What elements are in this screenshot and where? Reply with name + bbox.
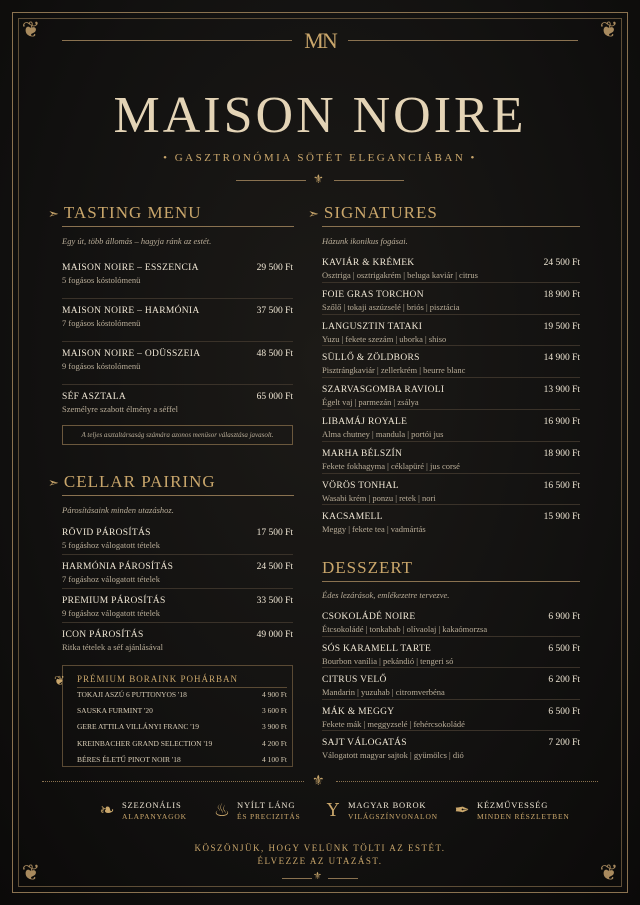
header-divider <box>62 40 292 41</box>
item-name: HARMÓNIA PÁROSÍTÁS <box>62 562 174 572</box>
item-name: LANGUSZTIN TATAKI <box>322 321 423 332</box>
tasting-item <box>62 306 293 336</box>
leaf-icon: ❧ <box>99 800 115 821</box>
dessert-item <box>322 612 580 642</box>
item-name: ICON PÁROSÍTÁS <box>62 630 144 640</box>
item-description: Alma chutney | mandula | portói jus <box>322 429 444 439</box>
fleur-ornament-icon: ⚜ <box>313 871 322 882</box>
arrow-icon: ➣ <box>48 206 60 221</box>
item-name: SÓS KARAMELL TARTE <box>322 643 432 654</box>
item-price: 49 000 Ft <box>256 630 293 640</box>
item-price: 14 900 Ft <box>543 353 580 364</box>
item-name: KACSAMELL <box>322 512 383 523</box>
wine-name: TOKAJI ASZÚ 6 PUTTONYOS '18 <box>77 690 187 699</box>
feature-title: SZEZONÁLIS <box>122 800 182 810</box>
item-price: 29 500 Ft <box>256 263 293 273</box>
item-description: Osztriga | osztrigakrém | beluga kaviár | citrus <box>322 270 478 280</box>
item-separator <box>62 384 293 385</box>
item-separator <box>62 554 293 555</box>
item-description: Fekete fokhagyma | céklapüré | jus corsé <box>322 460 460 471</box>
signature-item <box>322 481 580 511</box>
item-description: Étcsokoládé | tonkabab | olívaolaj | kakaómorzsa <box>322 624 488 634</box>
grape-icon: ❦ <box>54 674 65 689</box>
item-name: MAISON NOIRE – ESSZENCIA <box>62 263 199 273</box>
footer-divider <box>336 781 598 782</box>
item-description: Yuzu | fekete szezám | uborka | shiso <box>322 333 447 344</box>
wine-row <box>77 755 287 767</box>
feature-title: KÉZMŰVESSÉG <box>477 800 549 810</box>
feature-item <box>451 798 581 828</box>
item-separator <box>322 314 580 315</box>
signature-item <box>322 322 580 352</box>
wine-row <box>77 722 287 734</box>
item-name: SZARVASGOMBA RAVIOLI <box>322 385 445 396</box>
feature-subtitle: ÉS PRECIZITÁS <box>237 812 301 821</box>
wine-glass-icon: Y <box>327 800 339 821</box>
item-separator <box>322 345 580 346</box>
item-name: KAVIÁR & KRÉMEK <box>322 258 415 268</box>
header-divider <box>348 40 578 41</box>
wine-name: GERE ATTILA VILLÁNYI FRANC '19 <box>77 722 200 732</box>
item-separator <box>322 730 580 731</box>
item-name: CSOKOLÁDÉ NOIRE <box>322 612 416 622</box>
footer-small-divider <box>328 878 358 879</box>
section-line <box>62 226 294 227</box>
signatures-intro: Házunk ikonikus fogásai. <box>322 236 408 246</box>
item-description: Ritka tételek a séf ajánlásával <box>62 642 164 652</box>
signature-item <box>322 449 580 479</box>
monogram-logo: MN <box>304 28 336 53</box>
arrow-icon: ➣ <box>308 206 320 221</box>
feature-item <box>322 798 452 828</box>
item-price: 18 900 Ft <box>543 448 580 459</box>
item-separator <box>322 441 580 442</box>
feature-title: MAGYAR BOROK <box>348 800 427 810</box>
item-name: MAISON NOIRE – HARMÓNIA <box>62 306 200 316</box>
item-description: Meggy | fekete tea | vadmártás <box>322 524 426 535</box>
item-name: SAJT VÁLOGATÁS <box>322 738 407 748</box>
wine-price: 4 200 Ft <box>261 738 287 748</box>
item-price: 65 000 Ft <box>256 392 293 402</box>
signature-item <box>322 258 580 288</box>
cellar-section-title <box>48 472 216 492</box>
item-separator <box>322 636 580 637</box>
footer-thanks: KÖSZÖNJÜK, HOGY VELÜNK TÖLTI AZ ESTÉT. <box>194 843 446 853</box>
quill-icon: ✒ <box>454 800 470 821</box>
cellar-item <box>62 630 293 660</box>
item-price: 16 500 Ft <box>543 480 580 491</box>
wine-name: KREINBACHER GRAND SELECTION '19 <box>77 738 213 748</box>
wine-title-line <box>77 687 287 688</box>
footer-divider <box>42 781 304 782</box>
signature-item <box>322 385 580 415</box>
wine-name: BÉRES ÉLETŰ PINOT NOIR '18 <box>77 754 181 764</box>
feature-subtitle: ALAPANYAGOK <box>122 812 187 821</box>
item-price: 15 900 Ft <box>543 512 580 523</box>
item-name: LIBAMÁJ ROYALE <box>322 417 408 427</box>
feature-item <box>96 798 226 828</box>
item-price: 7 200 Ft <box>548 738 580 748</box>
cellar-title-text: CELLAR PAIRING <box>63 472 216 491</box>
corner-ornament-icon: ❦ <box>21 18 41 43</box>
item-price: 6 900 Ft <box>548 612 580 622</box>
corner-ornament-icon: ❦ <box>599 18 619 43</box>
item-name: VÖRÖS TONHAL <box>322 480 399 491</box>
dessert-item <box>322 738 580 768</box>
arrow-icon: ➣ <box>48 475 60 490</box>
item-price: 37 500 Ft <box>256 306 293 316</box>
section-line <box>322 226 580 227</box>
flame-icon: ♨ <box>213 800 231 821</box>
item-description: 5 fogáshoz válogatott tételek <box>62 540 160 550</box>
item-description: Mandarin | yuzuhab | citromverbéna <box>322 687 445 697</box>
item-description: 5 fogásos kóstolómenü <box>62 275 141 285</box>
dessert-intro: Édes lezárások, emlékezetre tervezve. <box>322 590 450 600</box>
tasting-section-title <box>48 203 202 223</box>
tasting-item <box>62 263 293 293</box>
item-separator <box>62 341 293 342</box>
fleur-ornament-icon: ⚜ <box>312 773 325 789</box>
item-price: 6 200 Ft <box>548 675 580 685</box>
signature-item <box>322 290 580 320</box>
item-separator <box>322 282 580 283</box>
tasting-item <box>62 349 293 379</box>
item-separator <box>322 504 580 505</box>
item-description: 9 fogásos kóstolómenü <box>62 361 141 371</box>
feature-subtitle: VILÁGSZÍNVONALON <box>348 812 438 821</box>
dessert-item <box>322 644 580 674</box>
footer-enjoy: ÉLVEZZE AZ UTAZÁST. <box>257 856 383 866</box>
item-price: 33 500 Ft <box>256 596 293 606</box>
tasting-title-text: TASTING MENU <box>63 203 202 222</box>
item-price: 48 500 Ft <box>256 349 293 359</box>
item-price: 6 500 Ft <box>548 643 580 654</box>
item-separator <box>62 622 293 623</box>
item-separator <box>322 473 580 474</box>
item-price: 19 500 Ft <box>543 321 580 332</box>
wine-price: 3 900 Ft <box>261 722 287 732</box>
item-description: Wasabi krém | ponzu | retek | nori <box>322 492 436 503</box>
corner-ornament-icon: ❦ <box>21 861 41 886</box>
item-description: Pisztrángkaviár | zellerkrém | beurre blanc <box>322 365 466 376</box>
wine-price: 4 900 Ft <box>261 690 287 699</box>
item-description: Válogatott magyar sajtok | gyümölcs | dió <box>322 750 464 760</box>
wine-box-title: PRÉMIUM BORAINK POHÁRBAN <box>77 674 239 684</box>
signatures-section-title <box>308 203 438 223</box>
section-line <box>322 581 580 582</box>
subtitle-divider <box>334 180 404 181</box>
signature-item <box>322 417 580 447</box>
item-description: Égelt vaj | parmezán | zsálya <box>322 397 419 408</box>
wine-price: 4 100 Ft <box>261 754 287 764</box>
item-separator <box>322 699 580 700</box>
subtitle-divider <box>236 180 306 181</box>
signature-item <box>322 353 580 383</box>
item-price: 13 900 Ft <box>543 385 580 396</box>
section-line <box>62 495 294 496</box>
feature-title: NYÍLT LÁNG <box>237 800 296 810</box>
dessert-item <box>322 707 580 737</box>
footer-small-divider <box>282 878 312 879</box>
restaurant-subtitle: • GASZTRONÓMIA SÖTÉT ELEGANCIÁBAN • <box>163 152 477 164</box>
wine-row <box>77 739 287 751</box>
item-separator <box>322 377 580 378</box>
tasting-intro: Egy út, több állomás – hagyja ránk az estét. <box>62 236 212 246</box>
item-price: 24 500 Ft <box>256 562 293 572</box>
item-name: MÁK & MEGGY <box>322 706 395 717</box>
item-description: 7 fogásos kóstolómenü <box>62 318 141 328</box>
item-name: SÜLLŐ & ZÖLDBORS <box>322 353 420 364</box>
item-price: 18 900 Ft <box>543 289 580 300</box>
wine-row <box>77 706 287 718</box>
item-price: 17 500 Ft <box>256 528 293 538</box>
item-name: CITRUS VELŐ <box>322 675 387 685</box>
dessert-title-text: DESSZERT <box>322 558 414 577</box>
item-separator <box>62 588 293 589</box>
item-description: Fekete mák | meggyzselé | fehércsokoládé <box>322 718 465 729</box>
item-price: 16 900 Ft <box>543 417 580 427</box>
item-price: 24 500 Ft <box>543 258 580 268</box>
restaurant-title: MAISON NOIRE <box>113 87 527 144</box>
wine-row <box>77 690 287 702</box>
item-description: Szőlő | tokaji aszúzselé | briós | pisztácia <box>322 301 460 312</box>
item-separator <box>322 409 580 410</box>
signatures-title-text: SIGNATURES <box>323 203 438 222</box>
tasting-note: A teljes asztaltársaság számára azonos menüsor választása javasolt. <box>62 425 293 445</box>
item-name: MAISON NOIRE – ODÜSSZEIA <box>62 349 201 359</box>
item-name: SÉF ASZTALA <box>62 392 127 402</box>
wine-name: SAUSKA FURMINT '20 <box>77 706 153 716</box>
item-price: 6 500 Ft <box>548 706 580 717</box>
item-description: Személyre szabott élmény a séffel <box>62 404 178 414</box>
item-name: MARHA BÉLSZÍN <box>322 448 403 459</box>
item-separator <box>62 298 293 299</box>
dessert-section-title <box>322 558 413 578</box>
feature-subtitle: MINDEN RÉSZLETBEN <box>477 812 570 821</box>
tasting-item <box>62 392 293 422</box>
item-name: FOIE GRAS TORCHON <box>322 289 424 300</box>
item-name: PREMIUM PÁROSÍTÁS <box>62 596 166 606</box>
item-description: 7 fogáshoz válogatott tételek <box>62 574 160 584</box>
corner-ornament-icon: ❦ <box>599 861 619 886</box>
signature-item <box>322 512 580 542</box>
dessert-item <box>322 675 580 705</box>
wine-price: 3 600 Ft <box>261 706 287 716</box>
item-separator <box>322 667 580 668</box>
item-name: RÖVID PÁROSÍTÁS <box>62 528 151 538</box>
fleur-ornament-icon: ⚜ <box>313 172 324 186</box>
item-description: 9 fogáshoz válogatott tételek <box>62 608 160 618</box>
cellar-intro: Párosításaink minden utazáshoz. <box>62 505 174 515</box>
item-description: Bourbon vanília | pekándió | tengeri só <box>322 655 454 666</box>
